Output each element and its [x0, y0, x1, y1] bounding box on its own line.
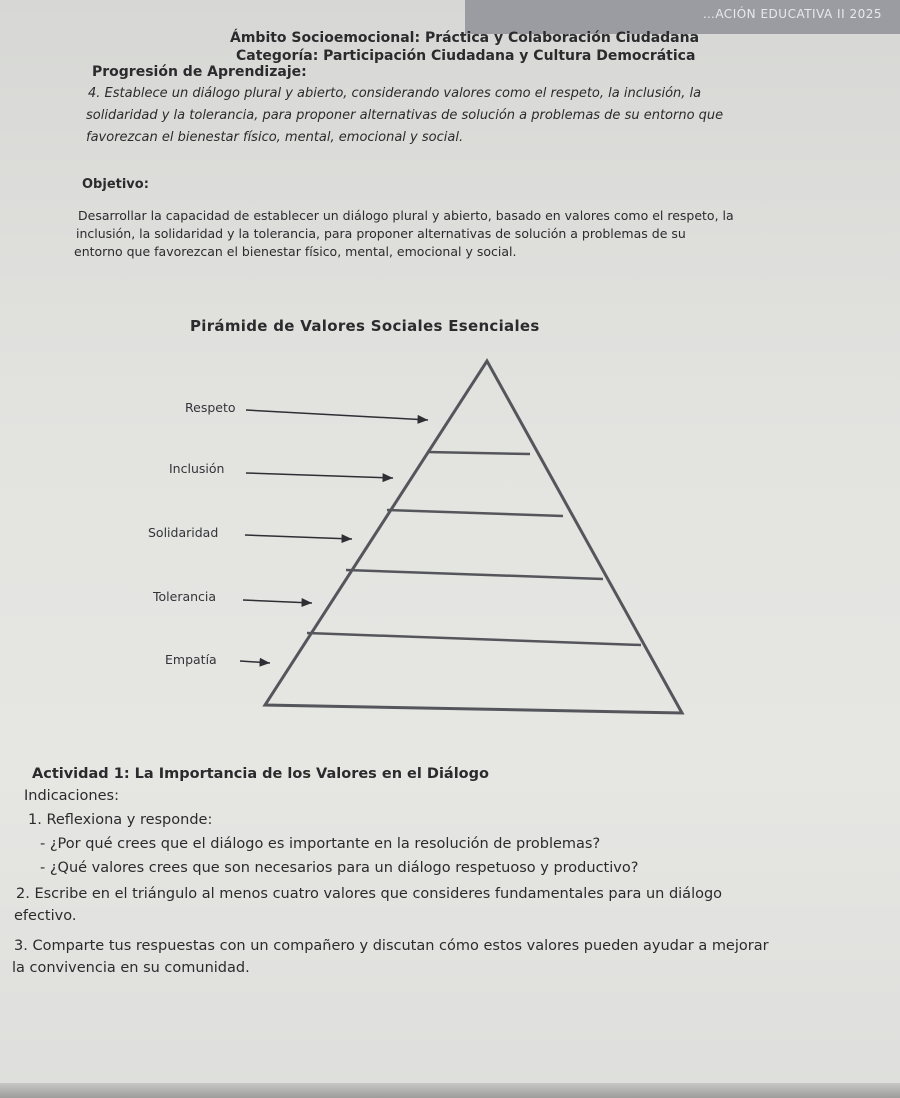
pyramid-level-arrow: [245, 535, 352, 539]
instruction-item: 1. Reflexiona y responde:: [28, 812, 213, 828]
pyramid-divider: [427, 452, 530, 454]
objetivo-line-3: entorno que favorezcan el bienestar físico, mental, emocional y social.: [74, 244, 517, 259]
indicaciones-label: Indicaciones:: [24, 788, 119, 804]
pyramid-divider: [346, 570, 603, 579]
instruction-item: - ¿Por qué crees que el diálogo es importante en la resolución de problemas?: [40, 836, 601, 852]
progresion-label: Progresión de Aprendizaje:: [92, 64, 307, 80]
progresion-line-3: favorezcan el bienestar físico, mental, emocional y social.: [86, 130, 464, 145]
pyramid-divider: [387, 510, 563, 516]
actividad-title: Actividad 1: La Importancia de los Valores en el Diálogo: [32, 766, 489, 782]
pyramid-title: Pirámide de Valores Sociales Esenciales: [190, 317, 540, 335]
pyramid-level-label: Inclusión: [169, 461, 225, 476]
instruction-item: - ¿Qué valores crees que son necesarios para un diálogo respetuoso y productivo?: [40, 860, 639, 876]
pyramid-level-label: Tolerancia: [153, 589, 217, 604]
page-bottom-edge: [0, 1083, 900, 1098]
objetivo-label: Objetivo:: [82, 177, 149, 192]
instruction-item: efectivo.: [14, 908, 77, 924]
progresion-line-1: 4. Establece un diálogo plural y abierto, considerando valores como el respeto, la inclusión, la: [88, 86, 702, 101]
instruction-item: 2. Escribe en el triángulo al menos cuatro valores que consideres fundamentales para un diálogo: [16, 886, 723, 902]
pyramid-level-arrow: [246, 473, 393, 478]
ambito-heading: Ámbito Socioemocional: Práctica y Colaboración Ciudadana: [230, 30, 700, 46]
pyramid-level-label: Solidaridad: [148, 525, 219, 540]
instruction-item: la convivencia en su comunidad.: [12, 960, 250, 976]
pyramid-divider: [307, 633, 641, 645]
banner-text: …ACIÓN EDUCATIVA II 2025: [702, 7, 882, 21]
pyramid-level-label: Empatía: [165, 652, 217, 667]
pyramid-level-arrow: [243, 600, 312, 603]
pyramid-level-arrow: [246, 410, 428, 420]
objetivo-line-1: Desarrollar la capacidad de establecer un diálogo plural y abierto, basado en valores como el respeto, la: [78, 208, 734, 223]
instruction-item: 3. Comparte tus respuestas con un compañero y discutan cómo estos valores pueden ayudar a mejorar: [14, 938, 769, 954]
categoria-heading: Categoría: Participación Ciudadana y Cultura Democrática: [236, 48, 696, 64]
pyramid-level-label: Respeto: [185, 400, 236, 415]
pyramid-level-arrow: [240, 661, 270, 663]
objetivo-line-2: inclusión, la solidaridad y la tolerancia, para proponer alternativas de solución a problemas de su: [76, 226, 686, 241]
progresion-line-2: solidaridad y la tolerancia, para proponer alternativas de solución a problemas de su entorno que: [86, 108, 724, 123]
